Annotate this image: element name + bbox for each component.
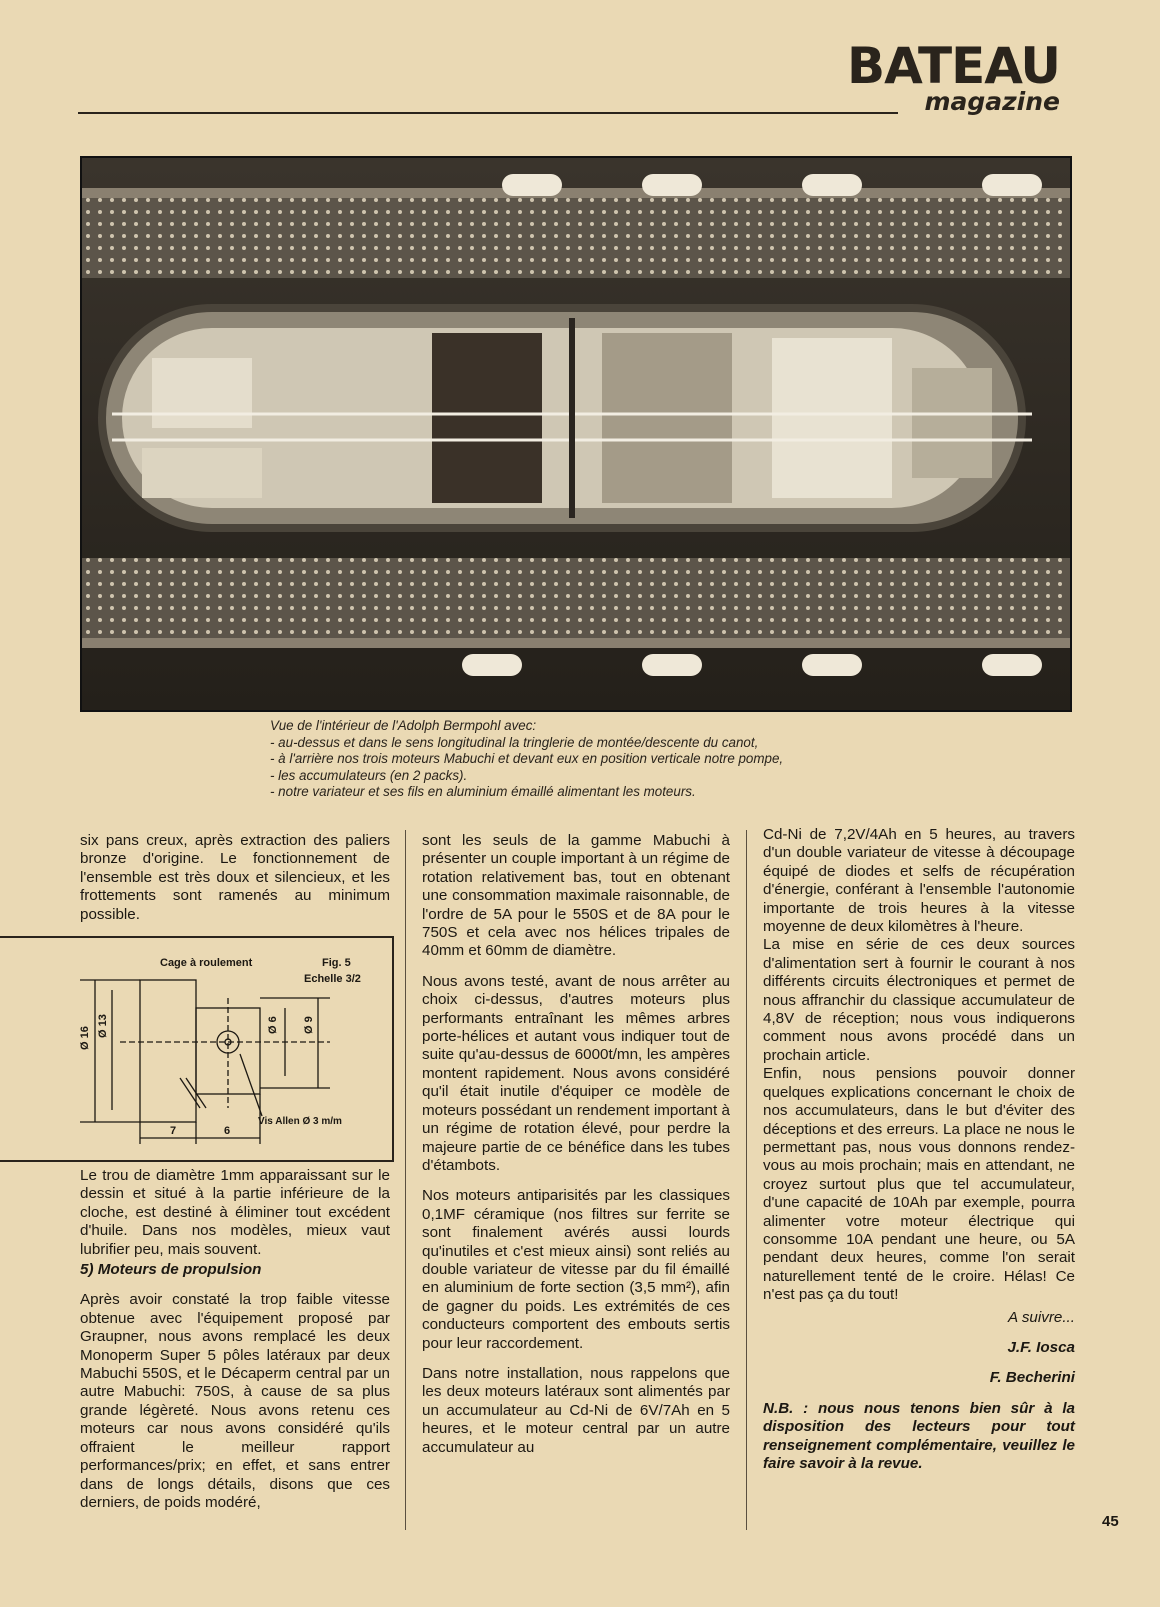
paragraph: Le trou de diamètre 1mm apparaissant sur le dessin et situé à la partie inférieure de la cloche, est destiné à éliminer tout excédent d'huile. Dans nos modèles, mieux vaut lubrifier peu, mais souvent. — [80, 1167, 390, 1258]
paragraph: sont les seuls de la gamme Mabuchi à présenter un couple important à un régime de rotation relativement bas, tout en obtenant une consommation maximale raisonnable, de l'ordre de 5A pour le 550S et de 8A pour le 750S et cela avec nos hélices tripales de 40mm et 60mm de diamètre. — [422, 832, 730, 960]
author-name: F. Becherini — [989, 1369, 1075, 1387]
dim-label: Ø 13 — [97, 1014, 109, 1038]
dim-label: Ø 6 — [267, 1016, 279, 1034]
to-be-continued: A suivre... — [1008, 1308, 1075, 1326]
bearing-cage-drawing — [0, 938, 392, 1160]
photo-illustration — [82, 158, 1070, 710]
editor-note: N.B. : nous nous tenons bien sûr à la disposition des lecteurs pour tout renseignement complémentaire, veuillez le faire savoir à la revue. — [763, 1399, 1075, 1472]
paragraph: La mise en série de ces deux sources d'alimentation sert à fournir le courant à nos différents circuits électroniques et permet de nous affranchir du classique accumulateur de 4,8V de réception; nous vous indiquerons comment nous avons procédé dans un prochain article. — [763, 936, 1075, 1064]
photo-caption — [270, 718, 1070, 801]
column-2 — [422, 832, 730, 1469]
column-1-intro — [80, 832, 390, 936]
masthead — [847, 37, 1060, 116]
paragraph: Cd-Ni de 7,2V/4Ah en 5 heures, au travers d'un double variateur de vitesse à découpage équipé de diodes et selfs de récupération d'énergie, conférant à l'ensemble l'autonomie importante de trois heures à la vitesse moyenne de deux kilomètres à l'heure. — [763, 826, 1075, 936]
paragraph: Après avoir constaté la trop faible vitesse obtenue avec l'équipement proposé par Graupner, nous avons remplacé les deux Monoperm Super 5 pôles latéraux par deux Mabuchi 550S, et le Décaperm central par un autre Mabuchi: 750S, à cause de sa plus grande légèreté. Nous avons retenu ces moteurs car nous avons considéré qu'ils offraient le meilleur rapport performances/prix; en effet, et sans entrer dans de longs détails, disons que ces derniers, de poids modéré, — [80, 1291, 390, 1511]
column-1-body — [80, 1167, 390, 1524]
caption-line: - à l'arrière nos trois moteurs Mabuchi et devant eux en position verticale notre pompe, — [270, 751, 784, 767]
caption-line: - notre variateur et ses fils en aluminium émaillé alimentant les moteurs. — [270, 784, 696, 800]
page-number: 45 — [1102, 1513, 1119, 1530]
dim-label: Ø 16 — [79, 1026, 91, 1050]
figure-label: Fig. 5 — [322, 957, 351, 969]
masthead-title: BATEAU — [847, 37, 1060, 95]
caption-line: - au-dessus et dans le sens longitudinal la tringlerie de montée/descente du canot, — [270, 734, 759, 750]
figure-5-box — [0, 936, 394, 1162]
dim-label: 7 — [170, 1125, 177, 1137]
paragraph: six pans creux, après extraction des paliers bronze d'origine. Le fonctionnement de l'ensemble est très doux et silencieux, et les frottements sont ramenés au minimum possible. — [80, 832, 390, 923]
paragraph: Enfin, nous pensions pouvoir donner quelques explications concernant le choix de nos accumulateurs, dans le but d'éviter des déceptions et des erreurs. La place ne nous le permettant pas, nous vous donnons rendez-vous au mois prochain; mais en attendant, ne croyez surtout plus que tel accumulateur, d'une capacité de 10Ah par exemple, pourra alimenter votre moteur électrique qui consomme 10A pendant une heure, ou 5A pendant deux heures, comme l'on serait naturellement tenté de le croire. Hélas! Ce n'est pas ça du tout! — [763, 1065, 1075, 1304]
author-name: J.F. Iosca — [1007, 1338, 1075, 1356]
column-3 — [763, 826, 1075, 1473]
section-heading: 5) Moteurs de propulsion — [80, 1261, 262, 1279]
caption-line: Vue de l'intérieur de l'Adolph Bermpohl avec: — [270, 718, 537, 733]
paragraph: Nous avons testé, avant de nous arrêter au choix ci-dessus, d'autres moteurs plus performants entraînant les mêmes arbres porte-hélices et autant vous indiquer tout de suite qu'au-dessus de 6000t/mn, les ampères montent rapidement. Nous avons considéré qu'il était inutile d'équiper ce modèle de moteurs possédant un rendement important à un régime de rotation élevé, pour perdre la majeure partie de ce bénéfice dans les tubes d'étambots. — [422, 972, 730, 1174]
figure-note: Vis Allen Ø 3 m/m — [258, 1116, 342, 1127]
dim-label: Ø 9 — [303, 1016, 315, 1034]
figure-scale: Echelle 3/2 — [304, 973, 361, 985]
column-divider — [746, 830, 747, 1530]
paragraph: Nos moteurs antiparisités par les classiques 0,1MF céramique (nos filtres sur ferrite se sont finalement avérés aussi lourds qu'inutiles et c'est mieux ainsi) sont reliés au double variateur de vitesse par du fil émaillé en aluminium de forte section (3,5 mm²), afin de gagner du poids. Les extrémités de ces conducteurs comportent des embouts sertis pour leur raccordement. — [422, 1187, 730, 1352]
figure-title: Cage à roulement — [160, 957, 253, 969]
header-rule — [78, 112, 898, 114]
paragraph: Dans notre installation, nous rappelons que les deux moteurs latéraux sont alimentés par un accumulateur au Cd-Ni de 6V/7Ah en 5 heures, et le moteur central par un autre accumulateur au — [422, 1364, 730, 1456]
masthead-subtitle: magazine — [924, 87, 1060, 116]
boat-interior-photo — [80, 156, 1072, 712]
caption-line: - les accumulateurs (en 2 packs). — [270, 767, 468, 783]
dim-label: 6 — [224, 1125, 231, 1137]
column-divider — [405, 830, 406, 1530]
